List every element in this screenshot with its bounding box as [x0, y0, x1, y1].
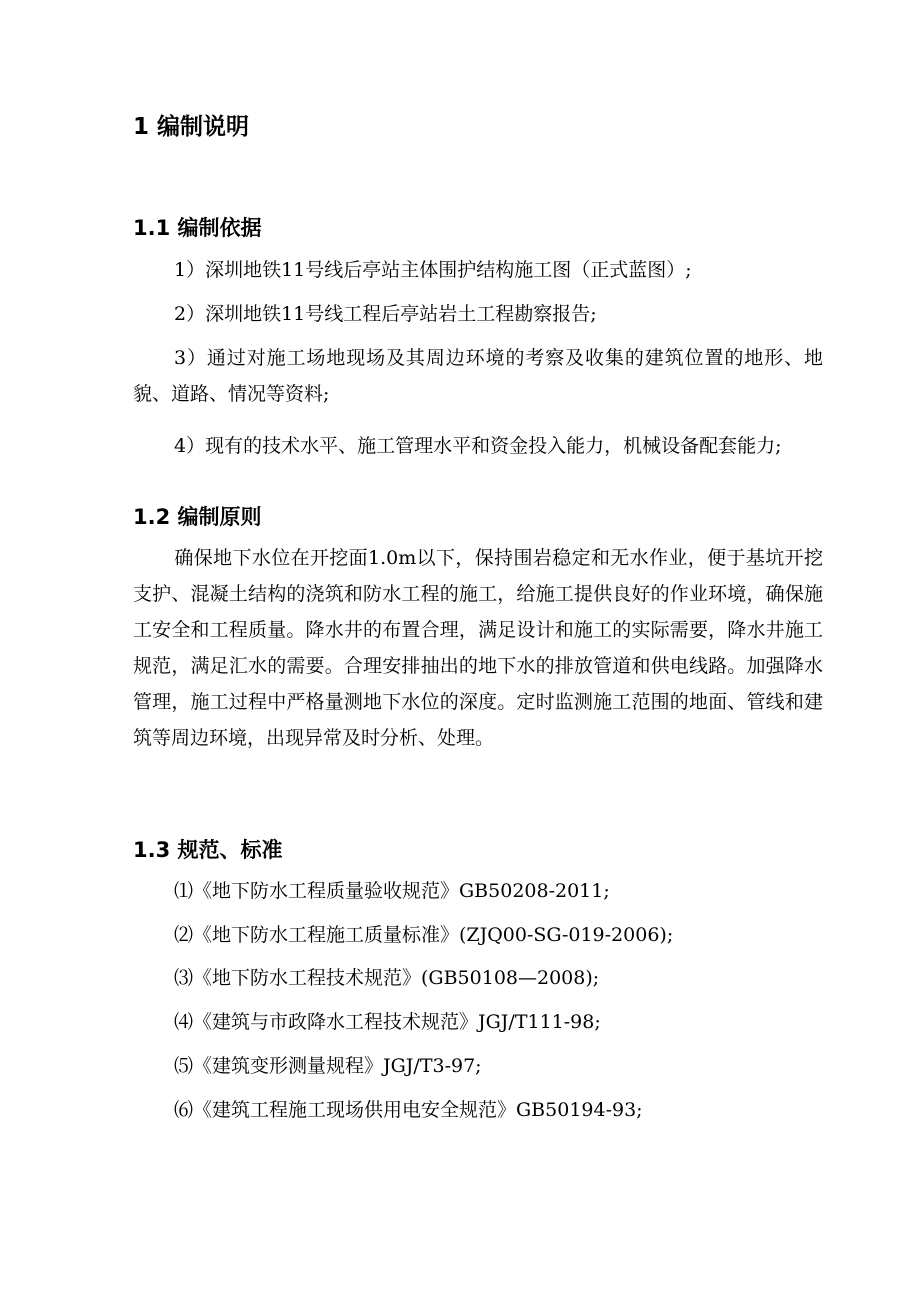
basis-item-2: 2）深圳地铁11号线工程后亭站岩土工程勘察报告;: [174, 303, 597, 325]
standard-item-5: ⑸《建筑变形测量规程》JGJ/T3-97;: [174, 1055, 482, 1077]
section-heading-1-1: 1.1 编制依据: [133, 216, 262, 240]
chapter-heading: 1 编制说明: [133, 114, 250, 140]
basis-item-4-text: 4）现有的技术水平、施工管理水平和资金投入能力，机械设备配套能力;: [174, 435, 782, 457]
basis-item-4: [133, 428, 823, 464]
principle-paragraph-text: 确保地下水位在开挖面1.0m以下，保持围岩稳定和无水作业，便于基坑开挖支护、混凝土结构的浇筑和防水工程的施工，给施工提供良好的作业环境，确保施工安全和工程质量。降水井的布置合理，满足设计和施工的实际需要，降水井施工规范，满足汇水的需要。合理安排抽出的地下水的排放管道和供电线路。加强降水管理，施工过程中严格量测地下水位的深度。定时监测施工范围的地面、管线和建筑等周边环境，出现异常及时分析、处理。: [133, 547, 823, 749]
section-heading-1-3: 1.3 规范、标准: [133, 838, 283, 862]
basis-item-1: 1）深圳地铁11号线后亭站主体围护结构施工图（正式蓝图）;: [174, 259, 692, 281]
principle-paragraph: [133, 540, 823, 756]
standard-item-6: ⑹《建筑工程施工现场供用电安全规范》GB50194-93;: [174, 1099, 643, 1121]
section-heading-1-2: 1.2 编制原则: [133, 505, 262, 529]
basis-item-3-text: 3）通过对施工场地现场及其周边环境的考察及收集的建筑位置的地形、地貌、道路、情况等资料;: [133, 347, 823, 405]
basis-item-3: [133, 340, 823, 412]
standard-item-3: ⑶《地下防水工程技术规范》(GB50108—2008);: [174, 967, 600, 989]
standard-item-4: ⑷《建筑与市政降水工程技术规范》JGJ/T111-98;: [174, 1011, 601, 1033]
standard-item-2: ⑵《地下防水工程施工质量标准》(ZJQ00-SG-019-2006);: [174, 924, 674, 946]
standard-item-1: ⑴《地下防水工程质量验收规范》GB50208-2011;: [174, 880, 610, 902]
